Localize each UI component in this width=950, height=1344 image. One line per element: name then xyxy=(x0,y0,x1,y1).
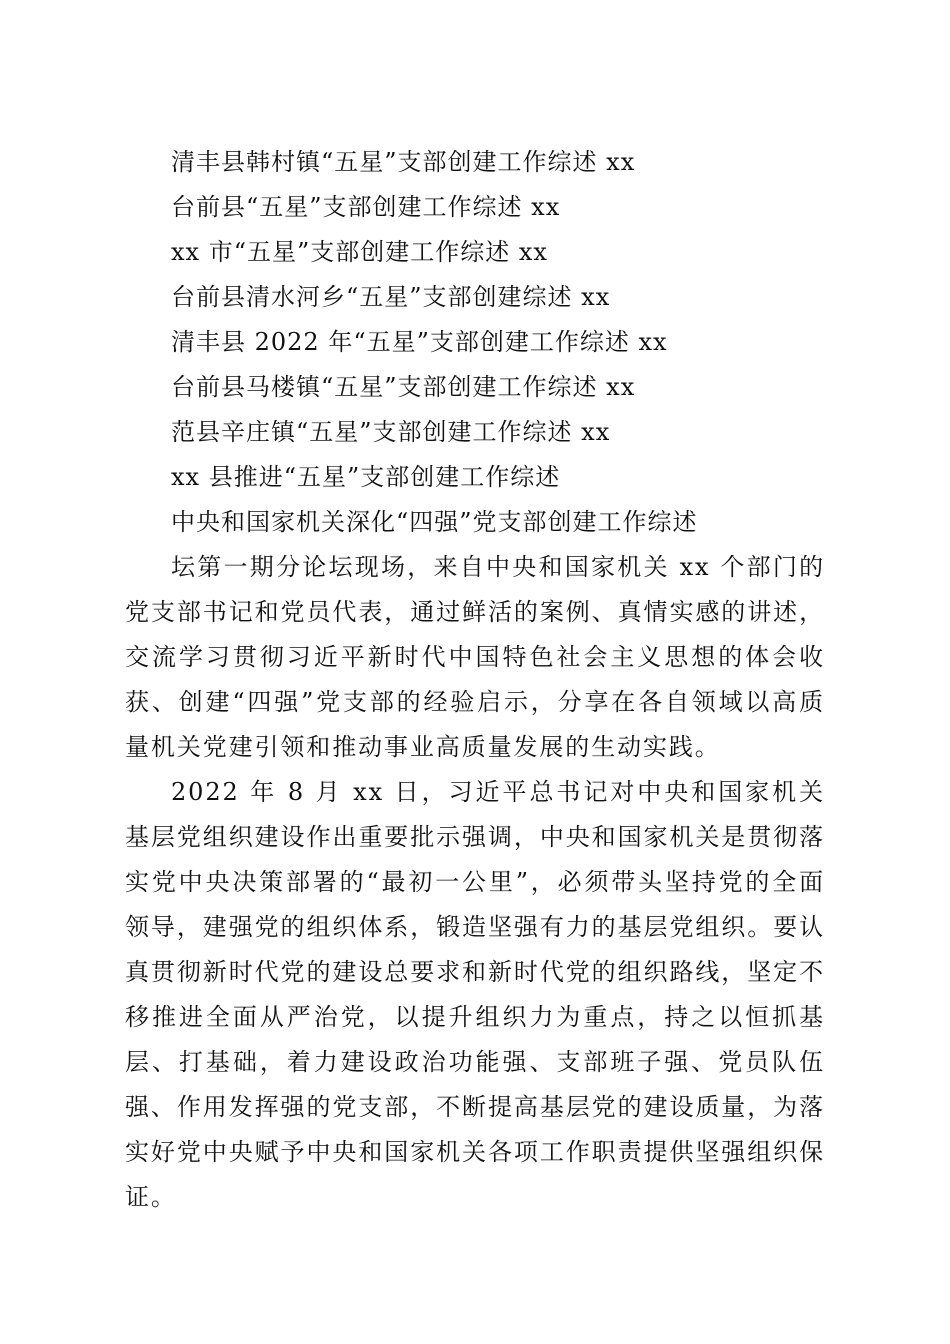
toc-item: 中央和国家机关深化“四强”党支部创建工作综述 xyxy=(171,508,698,536)
paragraph: 2022 年 8 月 xx 日，习近平总书记对中央和国家机关基层党组织建设作出重要批示强调，中央和国家机关是贯彻落实党中央决策部署的“最初一公里”，必须带头坚持党的全面领导，建强党的组织体系，锻造坚强有力的基层党组织。要认真贯彻新时代党的建设总要求和新时代党的组织路线，坚定不移推进全面从严治党，以提升组织力为重点，持之以恒抓基层、打基础，着力建设政治功能强、支部班子强、党员队伍强、作用发挥强的党支部，不断提高基层党的建设质量，为落实好党中央赋予中央和国家机关各项工作职责提供坚强组织保证。 xyxy=(125,778,825,1211)
toc-item: 清丰县 2022 年“五星”支部创建工作综述 xx xyxy=(171,328,668,356)
toc-item: xx 县推进“五星”支部创建工作综述 xyxy=(171,463,561,491)
toc-item: 范县辛庄镇“五星”支部创建工作综述 xx xyxy=(171,418,611,446)
toc-item: 清丰县韩村镇“五星”支部创建工作综述 xx xyxy=(171,148,636,176)
body-text xyxy=(125,545,825,1220)
table-of-contents xyxy=(125,140,825,545)
toc-item: 台前县马楼镇“五星”支部创建工作综述 xx xyxy=(171,373,636,401)
toc-item: 台前县“五星”支部创建工作综述 xx xyxy=(171,193,561,221)
toc-item: 台前县清水河乡“五星”支部创建综述 xx xyxy=(171,283,611,311)
toc-item: xx 市“五星”支部创建工作综述 xx xyxy=(171,238,548,266)
paragraph: 坛第一期分论坛现场，来自中央和国家机关 xx 个部门的党支部书记和党员代表，通过鲜活的案例、真情实感的讲述，交流学习贯彻习近平新时代中国特色社会主义思想的体会收获、创建“四强”党支部的经验启示，分享在各自领域以高质量机关党建引领和推动事业高质量发展的生动实践。 xyxy=(125,553,825,761)
